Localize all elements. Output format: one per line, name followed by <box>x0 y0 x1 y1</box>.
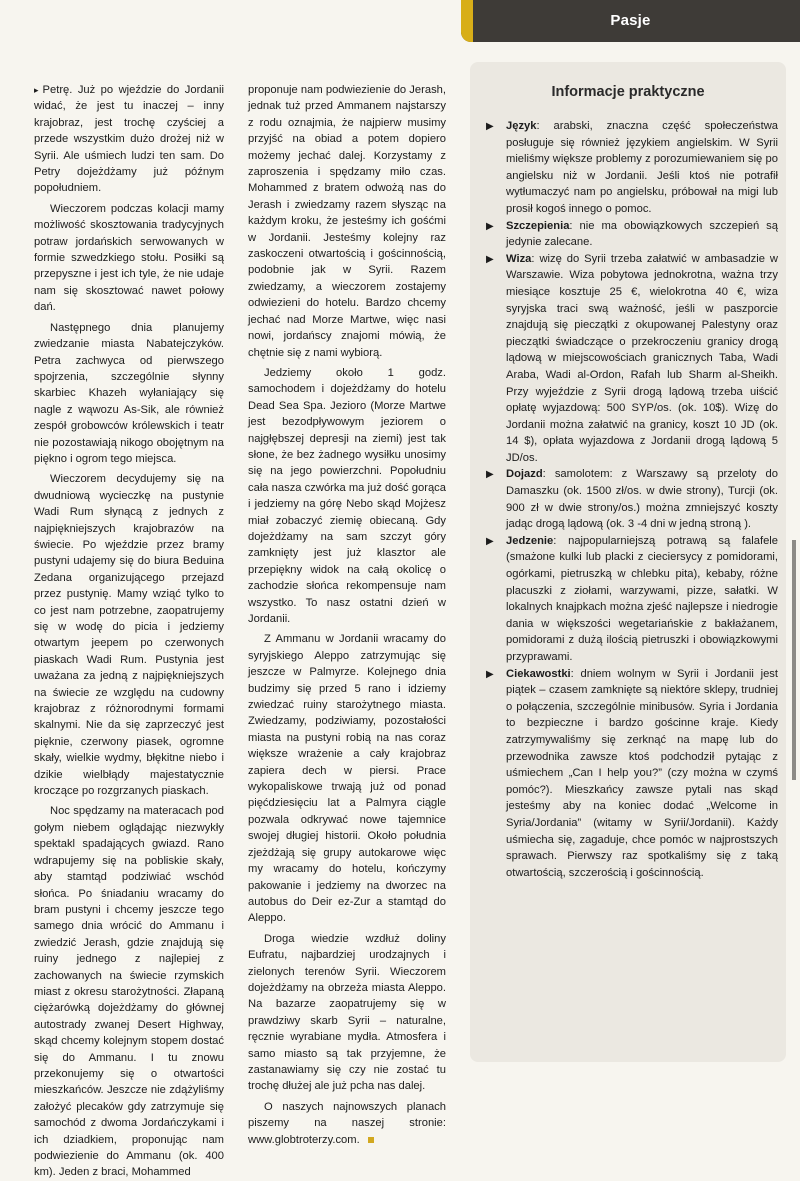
section-tab-label: Pasje <box>610 12 651 29</box>
info-item-label: Wiza <box>506 252 532 265</box>
end-mark-icon <box>368 1137 374 1143</box>
section-tab-accent <box>461 0 473 42</box>
section-tab <box>461 0 800 42</box>
article-paragraph <box>34 82 224 197</box>
info-item-label: Szczepienia <box>506 219 570 232</box>
info-item-label: Język <box>506 120 537 132</box>
info-box-list <box>486 118 778 881</box>
info-item-food: ▶ Jedzenie: najpopularniejszą potrawą są falafele (smażone kulki lub placki z cieciersycy z pomidorami, ogórkami, pietruszką w chlebku pita), kebaby, różne placuszki z ziołami, warzywami, pizze, sałatki. W lokalnych knajpkach można zjeść najlepsze i niedrogie dania w większości wegetariańskie z bakłażanem, pomidorami z dużą ilością pietruszki i obowiązkowymi przyprawami. <box>486 533 778 666</box>
article-paragraph: Następnego dnia planujemy zwiedzanie miasta Nabatejczyków. Petra zachwyca od pierwszego spojrzenia, szczególnie słynny skarbiec Khazeh wyłaniający się nagle z wąwozu As-Sik, ale również zespół grobowców królewskich i teatr nie pozostawiają nikogo obojętnym na piękno i ogrom tego miejsca. <box>34 321 224 465</box>
article-paragraph: Noc spędzamy na materacach pod gołym niebem oglądając niezwykły spektakl spadających gwiazd. Rano wdrapujemy się na pobliskie skały, aby stamtąd podziwiać wschód słońca. Po śniadaniu wracamy do bram pustyni i chcemy jeszcze tego samego dnia wrócić do Ammanu i zwiedzić Jerash, gdzie znajdują się ruiny jednego z najlepiej z zachowanych na świecie rzymskich miast z okresu starożytności. Złapaną ciężarówką dojeżdżamy do głównej autostrady zwanej Desert Highway, skąd chcemy kolejnym stopem dostać się do Ammanu. I tu znowu przekonujemy się o otwartości mieszkańców. Jeszcze nie zdążyliśmy założyć plecaków gdy zatrzymuje się samochód z dwoma Jordańczykami i ich dziadkiem, proponując nam podwiezienie do Ammanu (ok. 400 km). Jeden z braci, Mohammed <box>34 805 224 1179</box>
info-item-trivia: ▶ Ciekawostki: dniem wolnym w Syrii i Jordanii jest piątek – czasem zamknięte są niektóre sklepy, trudniej o połączenia, szczególnie minibusów. Syria i Jordania to bezpieczne i bardzo gościnne kraje. Kiedy zatrzymywaliśmy się zerknąć na mapę lub do przewodnika zawsze ktoś podchodził pytając z uśmiechem „Can I help you?” (czy można w czymś pomóc?). Mieszkańcy zawsze pytali nas skąd jesteśmy aby na koniec dodać „Welcome in Syria/Jordania” (witamy w Syrii/Jordanii). Każdy uśmiecha się, zagaduje, chce pomóc w najprostszych sprawach. Pierwszy raz spotkaliśmy się z taką otwartością, szczerością i gościnnością. <box>486 666 778 882</box>
article-paragraph: Jedziemy około 1 godz. samochodem i dojeżdżamy do hotelu Dead Sea Spa. Jezioro (Morze Martwe jest bezodpływowym jeziorem o najgłębszej depresji na ziemi) jest tak słone, że bez żadnego wysiłku unosimy się na jego powierzchni. Popołudniu cała nasza czwórka ma już dość gorąca i jedziemy na górę Nebo skąd Mojżesz miał zobaczyć ziemię obiecaną. Gdy dojeżdżamy na sam szczyt góry zamknięty jest już klasztor ale przepiękny widok na całą okolicę o zachodzie słońca rekompensuje nam wszystko. To nasz ostatni dzień w Jordanii. <box>248 366 446 625</box>
article-paragraph: proponuje nam podwiezienie do Jerash, jednak tuż przed Ammanem najstarszy z rodu oznajmia, że najpierw musimy przyjść na obiad a potem dopiero możemy jechać dalej. Korzystamy z zaproszenia i spędzamy miło czas. Mohammed z bratem odwożą nas do Jerash i zwiedzamy razem słysząc na każdym kroku, że jesteśmy ich gośćmi w Jordanii. Jesteśmy kolejny raz zaskoczeni otwartością i gościnnością, podobnie jak w Syrii. Razem zwiedzamy, a wieczorem zostajemy odwiezieni do hotelu. Bardzo chcemy jechać nad Morze Martwe, więc nasi nowi, jordańscy znajomi mówią, że chętnie się z nami wybiorą. <box>248 84 446 359</box>
bullet-arrow-icon: ▶ <box>486 668 494 680</box>
paragraph-text: O naszych najnowszych planach piszemy na naszej stronie: www.globtroterzy.com. <box>248 1100 446 1146</box>
info-item-text: arabski, znaczna część społeczeństwa posługuje się również językiem angielskim. W Syrii mieliśmy większe problemy z porozumiewaniem się po angielsku niż w Jordanii. Jeśli ktoś nie potrafił wytłumaczyć nam po angielsku, próbował na migi lub prosił kogoś innego o pomoc. <box>506 120 778 215</box>
info-item-label: Dojazd <box>506 468 543 481</box>
info-item-vaccinations: ▶ Szczepienia: nie ma obowiązkowych szczepień są jedynie zalecane. <box>486 218 778 251</box>
bullet-arrow-icon: ▶ <box>486 220 494 232</box>
bullet-arrow-icon: ▶ <box>486 253 494 265</box>
paragraph-text: Petrę. Już po wjeździe do Jordanii widać, że jest tu inaczej – inny krajobraz, jest trochę czyściej a przede wszystkim dużo drożej niż w Syrii. Ale uśmiech ludzi ten sam. Do Petry dojeżdżamy już późnym popołudniem. <box>34 84 224 195</box>
info-item-text: wizę do Syrii trzeba załatwić w ambasadzie w Warszawie. Wiza pobytowa jednokrotna, ważna trzy miesiące kosztuje 25 €, wielokrotna 40 €, wiza syryjska traci swą ważność, jeśli w paszporcie znajdują się pieczątki z okupowanej Palestyny oraz pieczątki świadczące o przekroczeniu granicy drogą lądową w miejscowościach granicznych Taba, Wadi Araba, Wadi al-Ordon, Rafah lub Sharm al-Sheikh. Przy wyjeździe z Syrii drogą lądową trzeba uiścić opłatę wyjazdową: 500 SYP/os. (ok. 10$). Wizę do Jordanii można załatwić na granicy, koszt 10 JD (ok. 14 $), opłata wyjazdowa z Jordanii drogą lądową 5 JD/os. <box>506 252 779 464</box>
info-box <box>470 62 786 1062</box>
article-paragraph: Wieczorem decydujemy się na dwudniową wycieczkę na pustynie Wadi Rum słynącą z jednych z najpiękniejszych krajobrazów na świecie. Po wjeździe przez bramy pustyni udajemy się do biura Beduina Zedana organizującego przejazd przez pustynię. Mamy wziąć tylko to co jest nam potrzebne, zaopatrujemy się w wodę do picia i jedziemy otwartym jeepem po czerwonych piaskach Wadi Rum. Pustynia jest uważana za jedną z najpiękniejszych na świecie ze względu na cudowny krajobraz z różnorodnymi formami skalnymi. Nie da się zaprzeczyć jest pięknie, czerwony piasek, ogromne skały, wielkie wydmy, błękitne niebo i dzikie wielbłądy majestatycznie kroczące po rozgrzanych piaskach. <box>34 473 224 798</box>
bullet-arrow-icon: ▶ <box>486 469 494 481</box>
info-item-text: najpopularniejszą potrawą są falafele (smażone kulki lub placki z cieciersycy z pomidorami, ogórkami, pietruszką w chlebku pita), kebaby, różne placuszki z ziołami, warzywami, pizze, sałatki. W lokalnych knajpkach można zjeść najlepsze i niedrogie dania w większości wegetariańskie z bakłażanem, pomidorami z dużą ilością pietruszki i obowiązkowymi przyprawami. <box>506 534 779 663</box>
article-paragraph: Wieczorem podczas kolacji mamy możliwość skosztowania tradycyjnych potraw jordańskich serwowanych w formie szwedzkiego stołu. Posiłki są przepyszne i jest ich tyle, że nie udaje nam się skosztować nawet połowy dań. <box>34 202 224 314</box>
info-item-visa: ▶ Wiza: wizę do Syrii trzeba załatwić w ambasadzie w Warszawie. Wiza pobytowa jednokrotna, ważna trzy miesiące kosztuje 25 €, wielokrotna 40 €, wiza syryjska traci swą ważność, jeśli w paszporcie znajdują się pieczątki z okupowanej Palestyny oraz pieczątki świadczące o przekroczeniu granicy drogą lądową w miejscowościach granicznych Taba, Wadi Araba, Wadi al-Ordon, Rafah lub Sharm al-Sheikh. Przy wyjeździe z Syrii drogą lądową trzeba uiścić opłatę wyjazdową: 500 SYP/os. (ok. 10$). Wizę do Jordanii można załatwić na granicy, koszt 10 JD (ok. 14 $), opłata wyjazdowa z Jordanii drogą lądową 5 JD/os. <box>486 251 778 467</box>
info-item-label: Jedzenie <box>506 534 554 547</box>
article-paragraph: Z Ammanu w Jordanii wracamy do syryjskiego Aleppo zatrzymując się jeszcze w Palmyrze. Kolejnego dnia budzimy się przed 5 rano i idziemy zwiedzać ruiny starożytnego miasta. Zwiedzamy, podziwiamy, pozostałości miasta na pustyni robią na nas coraz większe wrażenie a cały krajobraz zapiera dech w piersi. Prace wykopaliskowe trwają już od ponad pięćdziesięciu lat a Palmyra ciągle pozwala odkrywać nowe tajemnice swojej długiej historii. Około południa zjeżdżają się grupy autokarowe więc my wracamy do hotelu, kończymy pakowanie i jedziemy na dworzec na autobus do Deir ez-Zur a stamtąd do Aleppo. <box>248 633 446 925</box>
info-item-text: dniem wolnym w Syrii i Jordanii jest piątek – czasem zamknięte są niektóre sklepy, trudniej o połączenia, szczególnie minibusów. Syria i Jordania to bezpieczne i bardzo gościnne kraje. Kiedy zatrzymywaliśmy się zerknąć na mapę lub do przewodnika zawsze ktoś podchodził pytając z uśmiechem „Can I help you?” (czy można w czymś pomóc?). Mieszkańcy zawsze pytali nas skąd jesteśmy aby na koniec dodać „Welcome in Syria/Jordania” (witamy w Syrii/Jordanii). Każdy uśmiecha się, zagaduje, chce pomóc w najprostszych sprawach. Pierwszy raz spotkaliśmy się z taką otwartością, szczerością i gościnnością. <box>506 667 778 879</box>
bullet-arrow-icon: ▶ <box>486 121 494 132</box>
page-edge-stripe <box>792 540 796 780</box>
info-item-text: samolotem: z Warszawy są przeloty do Damaszku (ok. 1500 zł/os. w dwie strony), Turcji (ok. 900 zł w dwie strony/os.) można zmniejszyć koszty jadąc drogą lądową (ok. 3 -4 dni w jedną stroną ). <box>506 468 778 531</box>
info-item-label: Ciekawostki <box>506 667 571 680</box>
continuation-arrow-icon: ▸ <box>34 85 39 95</box>
info-item-travel: ▶ Dojazd: samolotem: z Warszawy są przeloty do Damaszku (ok. 1500 zł/os. w dwie strony), Turcji (ok. 900 zł w dwie strony/os.) można zmniejszyć koszty jadąc drogą lądową (ok. 3 -4 dni w jedną stroną ). <box>486 466 778 532</box>
article-paragraph <box>248 1099 446 1148</box>
info-item-language: ▶ Język: arabski, znaczna część społeczeństwa posługuje się również językiem angielskim. W Syrii mieliśmy większe problemy z porozumiewaniem się po angielsku niż w Jordanii. Jeśli ktoś nie potrafił wytłumaczyć nam po angielsku, próbował na migi lub prosił kogoś innego o pomoc. <box>486 118 778 218</box>
article-paragraph: Droga wiedzie wzdłuż doliny Eufratu, najbardziej urodzajnych i zielonych terenów Syrii. Wieczorem dojeżdżamy na obrzeża miasta Aleppo. Na bazarze zaopatrujemy się w prawdziwy skarb Syrii – naturalne, ręcznie wyrabiane mydła. Atmosfera i samo miasto są tak przyjemne, że zastanawiamy się czy nie zostać tu trochę dłużej ale już pcha nas dalej. <box>248 932 446 1093</box>
info-box-title: Informacje praktyczne <box>551 84 705 100</box>
info-item-text: nie ma obowiązkowych szczepień są jedynie zalecane. <box>506 219 778 249</box>
article-column-1 <box>34 82 224 1181</box>
bullet-arrow-icon: ▶ <box>486 535 494 547</box>
article-column-2 <box>248 82 446 1148</box>
